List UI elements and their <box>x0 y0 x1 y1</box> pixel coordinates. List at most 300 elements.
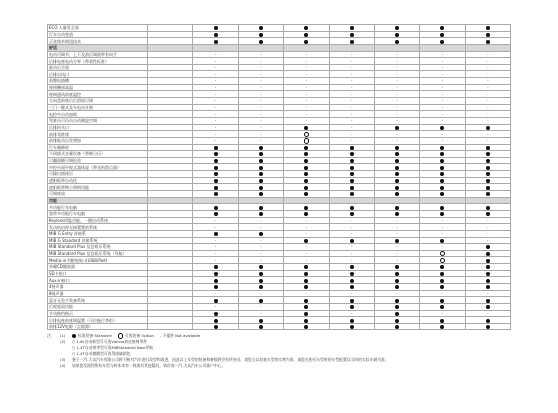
na-dash-icon: - <box>260 85 262 91</box>
standard-dot-icon <box>395 166 399 170</box>
feature-cell <box>374 144 419 151</box>
table-row <box>48 297 511 304</box>
feature-cell <box>193 58 238 65</box>
feature-cell <box>193 131 238 138</box>
feature-cell <box>238 230 283 237</box>
feature-cell <box>465 144 510 151</box>
feature-cell <box>148 84 193 91</box>
standard-dot-icon <box>440 126 444 130</box>
feature-cell <box>374 264 419 271</box>
feature-cell <box>193 297 238 304</box>
feature-cell <box>284 131 329 138</box>
feature-cell <box>420 144 465 151</box>
na-dash-icon: - <box>260 71 262 77</box>
feature-cell <box>284 157 329 164</box>
feature-cell <box>420 91 465 98</box>
feature-cell <box>420 64 465 71</box>
feature-cell <box>148 91 193 98</box>
na-dash-icon: - <box>396 224 398 230</box>
standard-dot-icon <box>259 192 263 196</box>
feature-cell <box>148 257 193 264</box>
feature-cell <box>465 84 510 91</box>
feature-cell <box>148 283 193 290</box>
feature-cell <box>193 71 238 78</box>
standard-dot-icon <box>214 279 218 283</box>
feature-cell <box>238 323 283 330</box>
na-dash-icon: - <box>487 231 489 237</box>
na-dash-icon: - <box>305 257 308 263</box>
standard-dot-icon <box>486 179 490 183</box>
standard-dot-icon <box>440 212 444 216</box>
na-dash-icon: - <box>396 78 398 84</box>
feature-cell <box>148 184 193 191</box>
legend-option: 可选装备 Option <box>118 333 154 339</box>
feature-cell <box>329 270 374 277</box>
feature-cell <box>148 297 193 304</box>
na-dash-icon: - <box>214 124 217 130</box>
na-dash-icon: - <box>350 78 353 84</box>
na-dash-icon: - <box>487 51 489 57</box>
feature-cell <box>193 317 238 324</box>
section-cell <box>238 197 283 204</box>
feature-cell <box>329 191 374 198</box>
na-dash-icon: - <box>214 91 217 97</box>
feature-cell <box>238 177 283 184</box>
feature-cell <box>148 237 193 244</box>
feature-cell <box>284 25 329 32</box>
feature-cell <box>148 137 193 144</box>
standard-dot-icon <box>259 325 263 329</box>
na-dash-icon: - <box>487 310 489 316</box>
feature-cell <box>465 237 510 244</box>
standard-dot-icon <box>350 146 354 150</box>
standard-dot-icon <box>395 239 399 243</box>
feature-cell <box>193 78 238 85</box>
standard-dot-icon <box>350 26 354 30</box>
feature-cell <box>238 31 283 38</box>
feature-cell <box>284 237 329 244</box>
standard-dot-icon <box>350 285 354 289</box>
standard-dot-icon <box>440 33 444 37</box>
na-dash-icon: - <box>441 290 444 296</box>
feature-cell <box>284 204 329 211</box>
na-dash-icon: - <box>214 51 217 57</box>
standard-dot-icon <box>214 186 218 190</box>
na-dash-icon: - <box>214 111 217 117</box>
na-dash-icon: - <box>396 91 398 97</box>
standard-dot-icon <box>440 325 444 329</box>
standard-dot-icon <box>304 206 308 210</box>
table-row <box>48 151 511 158</box>
feature-cell <box>374 84 419 91</box>
feature-cell <box>374 131 419 138</box>
feature-cell <box>465 91 510 98</box>
standard-dot-icon <box>304 239 308 243</box>
feature-cell <box>238 290 283 297</box>
standard-dot-icon <box>350 206 354 210</box>
standard-dot-icon <box>259 166 263 170</box>
na-dash-icon: - <box>441 58 444 64</box>
feature-label: 前覆电插槽 <box>48 78 148 85</box>
standard-dot-icon <box>214 299 218 303</box>
feature-cell <box>465 290 510 297</box>
table-row <box>48 264 511 271</box>
feature-cell <box>420 250 465 257</box>
standard-dot-icon <box>350 172 354 176</box>
feature-cell <box>329 217 374 224</box>
feature-cell <box>374 117 419 124</box>
standard-dot-icon <box>214 325 218 329</box>
standard-dot-icon <box>304 159 308 163</box>
feature-cell <box>329 204 374 211</box>
feature-cell <box>193 264 238 271</box>
feature-cell <box>374 25 419 32</box>
notes-list <box>47 339 527 369</box>
standard-dot-icon <box>395 279 399 283</box>
standard-dot-icon <box>395 319 399 323</box>
na-dash-icon: - <box>305 251 308 257</box>
feature-cell <box>420 157 465 164</box>
feature-cell <box>238 58 283 65</box>
feature-cell <box>193 237 238 244</box>
feature-cell <box>420 323 465 330</box>
feature-cell <box>238 237 283 244</box>
feature-cell <box>193 244 238 251</box>
feature-label: 后排电座前座调温置（可拉拖行李柜） <box>48 317 148 324</box>
note-text: 鉴于一汽-大众汽车有限公司将不断对汽车进行改型和改进，因此以上车型的装备和参数将会有所变动，请您当以其他车型的实物为准，请您在购买车型时的车型配置以当时的实际车辆为准。 <box>72 357 389 362</box>
standard-dot-icon <box>259 285 263 289</box>
standard-dot-icon <box>395 33 399 37</box>
feature-cell <box>374 78 419 85</box>
feature-cell <box>329 224 374 231</box>
feature-label: 4扬声器 <box>48 283 148 290</box>
na-dash-icon: - <box>260 111 262 117</box>
notes-key: 注： <box>47 333 55 338</box>
na-dash-icon: - <box>487 290 489 296</box>
na-dash-icon: - <box>260 304 262 310</box>
feature-cell <box>374 58 419 65</box>
feature-cell <box>148 290 193 297</box>
na-dash-icon: - <box>441 231 444 237</box>
na-dash-icon: - <box>305 91 308 97</box>
feature-cell <box>374 157 419 164</box>
feature-cell <box>420 25 465 32</box>
feature-cell <box>329 297 374 304</box>
standard-dot-icon <box>486 259 490 263</box>
na-dash-icon: - <box>396 251 398 257</box>
feature-cell <box>284 270 329 277</box>
feature-cell <box>193 111 238 118</box>
feature-cell <box>374 31 419 38</box>
na-dash-icon: - <box>487 237 489 243</box>
feature-label: 座椅通风前座温控 <box>48 91 148 98</box>
feature-cell <box>374 184 419 191</box>
na-dash-icon: - <box>350 257 353 263</box>
feature-label: 三门一键式及车电动开窗 <box>48 104 148 111</box>
standard-dot-icon <box>214 272 218 276</box>
standard-dot-icon <box>395 146 399 150</box>
feature-label: 后视轮雨功能 <box>48 303 148 310</box>
standard-dot-icon <box>440 172 444 176</box>
standard-dot-icon <box>486 305 490 309</box>
legend-na: - 不提供 Not available <box>159 333 201 338</box>
standard-dot-icon <box>304 186 308 190</box>
feature-cell <box>329 157 374 164</box>
feature-cell <box>193 137 238 144</box>
standard-dot-icon <box>304 265 308 269</box>
feature-cell <box>465 257 510 264</box>
feature-cell <box>284 257 329 264</box>
feature-cell <box>284 177 329 184</box>
feature-cell <box>420 124 465 131</box>
na-dash-icon: - <box>214 138 217 144</box>
table-row <box>48 91 511 98</box>
feature-cell <box>148 38 193 45</box>
standard-dot-icon <box>350 299 354 303</box>
feature-cell <box>329 151 374 158</box>
na-dash-icon: - <box>441 91 444 97</box>
standard-dot-icon <box>72 334 76 338</box>
feature-label: 前排驾推缘 <box>48 131 148 138</box>
feature-cell <box>284 317 329 324</box>
na-dash-icon: - <box>487 131 489 137</box>
feature-cell <box>193 210 238 217</box>
section-cell <box>284 197 329 204</box>
feature-label: 驾驶员可员员自动制温空调 <box>48 117 148 124</box>
na-dash-icon: - <box>396 257 398 263</box>
feature-cell <box>374 38 419 45</box>
feature-cell <box>284 78 329 85</box>
na-dash-icon: - <box>214 71 217 77</box>
standard-dot-icon <box>259 265 263 269</box>
feature-cell <box>374 51 419 58</box>
table-row <box>48 217 511 224</box>
feature-cell <box>148 64 193 71</box>
option-circle-icon <box>304 138 309 143</box>
feature-cell <box>374 310 419 317</box>
table-row <box>48 71 511 78</box>
na-dash-icon: - <box>350 124 353 130</box>
feature-cell <box>238 111 283 118</box>
feature-cell <box>148 230 193 237</box>
feature-label: 可操出插座层 <box>48 171 148 178</box>
feature-label: 8扬声器 <box>48 290 148 297</box>
note-row <box>47 363 527 369</box>
standard-dot-icon <box>259 272 263 276</box>
na-dash-icon: - <box>350 71 353 77</box>
standard-dot-icon <box>214 312 218 316</box>
feature-cell <box>193 51 238 58</box>
na-dash-icon: - <box>487 224 489 230</box>
na-dash-icon: - <box>487 118 489 124</box>
feature-cell <box>329 310 374 317</box>
feature-cell <box>148 78 193 85</box>
feature-cell <box>193 217 238 224</box>
feature-cell <box>465 210 510 217</box>
standard-dot-icon <box>486 146 490 150</box>
feature-cell <box>374 224 419 231</box>
feature-cell <box>238 270 283 277</box>
standard-dot-icon <box>395 179 399 183</box>
standard-dot-icon <box>259 232 263 236</box>
na-dash-icon: - <box>350 217 353 223</box>
standard-dot-icon <box>214 206 218 210</box>
standard-dot-icon <box>304 166 308 170</box>
standard-dot-icon <box>304 319 308 323</box>
feature-cell <box>465 157 510 164</box>
feature-cell <box>238 117 283 124</box>
feature-cell <box>465 164 510 171</box>
feature-cell <box>238 157 283 164</box>
feature-cell <box>329 303 374 310</box>
feature-cell <box>329 137 374 144</box>
section-cell <box>193 44 238 51</box>
table-row <box>48 131 511 138</box>
feature-cell <box>420 51 465 58</box>
feature-label: 重带多功能行车电脑 <box>48 210 148 217</box>
feature-cell <box>420 131 465 138</box>
feature-cell <box>374 210 419 217</box>
feature-cell <box>284 144 329 151</box>
table-row <box>48 191 511 198</box>
table-row <box>48 184 511 191</box>
feature-cell <box>420 244 465 251</box>
note-number: (3) <box>60 357 66 362</box>
na-dash-icon: - <box>487 217 489 223</box>
na-dash-icon: - <box>441 224 444 230</box>
standard-dot-icon <box>214 146 218 150</box>
standard-dot-icon <box>440 265 444 269</box>
feature-cell <box>420 104 465 111</box>
feature-cell <box>420 210 465 217</box>
feature-label: Media-in手握快接口(USB/iPod) <box>48 257 148 264</box>
feature-cell <box>374 323 419 330</box>
feature-cell <box>465 297 510 304</box>
feature-cell <box>148 117 193 124</box>
feature-cell <box>465 31 510 38</box>
standard-dot-icon <box>304 212 308 216</box>
feature-cell <box>374 71 419 78</box>
feature-cell <box>329 104 374 111</box>
na-dash-icon: - <box>350 85 353 91</box>
standard-dot-icon <box>214 40 218 44</box>
na-dash-icon: - <box>350 98 353 104</box>
na-dash-icon: - <box>350 224 353 230</box>
feature-cell <box>329 131 374 138</box>
feature-cell <box>329 164 374 171</box>
feature-cell <box>465 204 510 211</box>
feature-cell <box>420 283 465 290</box>
feature-cell <box>329 25 374 32</box>
na-dash-icon: - <box>260 310 262 316</box>
note-text: ○ 1.6L自动新型号可选Vienna真皮座椅用件 <box>72 339 148 344</box>
feature-cell <box>193 31 238 38</box>
feature-cell <box>374 64 419 71</box>
feature-cell <box>284 91 329 98</box>
feature-cell <box>238 317 283 324</box>
table-row <box>48 84 511 91</box>
feature-label: 后排电座电动方率（带柔性标准） <box>48 58 148 65</box>
feature-label: 方向盘前座后后滑面可调 <box>48 98 148 105</box>
na-dash-icon: - <box>305 290 308 296</box>
feature-cell <box>238 71 283 78</box>
table-row <box>48 58 511 65</box>
feature-cell <box>238 78 283 85</box>
na-dash-icon: - <box>441 111 444 117</box>
feature-label: 中控台面中视式器体显（带光机重点器） <box>48 164 148 171</box>
feature-cell <box>193 191 238 198</box>
standard-dot-icon <box>440 299 444 303</box>
feature-cell <box>193 224 238 231</box>
section-cell <box>374 197 419 204</box>
feature-cell <box>465 71 510 78</box>
table-row <box>48 210 511 217</box>
feature-cell <box>238 244 283 251</box>
standard-dot-icon <box>214 232 218 236</box>
feature-label: 电控中自动加锁 <box>48 111 148 118</box>
feature-cell <box>148 171 193 178</box>
standard-dot-icon <box>440 239 444 243</box>
feature-cell <box>465 98 510 105</box>
feature-cell <box>148 191 193 198</box>
standard-dot-icon <box>259 279 263 283</box>
na-dash-icon: - <box>214 304 217 310</box>
feature-cell <box>238 297 283 304</box>
feature-cell <box>465 151 510 158</box>
feature-label: MIB G Entry 音箱系 <box>48 230 148 237</box>
feature-cell <box>329 71 374 78</box>
feature-cell <box>284 290 329 297</box>
na-dash-icon: - <box>350 65 353 71</box>
feature-cell <box>329 78 374 85</box>
feature-cell <box>329 323 374 330</box>
feature-cell <box>148 104 193 111</box>
standard-dot-icon <box>259 319 263 323</box>
feature-cell <box>329 124 374 131</box>
standard-dot-icon <box>486 192 490 196</box>
feature-cell <box>465 264 510 271</box>
feature-cell <box>238 171 283 178</box>
na-dash-icon: - <box>214 257 217 263</box>
standard-dot-icon <box>304 285 308 289</box>
standard-dot-icon <box>350 212 354 216</box>
feature-cell <box>238 191 283 198</box>
feature-cell <box>465 78 510 85</box>
feature-cell <box>465 250 510 257</box>
standard-dot-icon <box>486 245 490 249</box>
feature-cell <box>420 303 465 310</box>
feature-cell <box>420 264 465 271</box>
na-dash-icon: - <box>350 131 353 137</box>
na-dash-icon: - <box>487 98 489 104</box>
na-dash-icon: - <box>350 310 353 316</box>
feature-cell <box>238 91 283 98</box>
na-dash-icon: - <box>305 85 308 91</box>
feature-cell <box>329 31 374 38</box>
section-cell <box>374 44 419 51</box>
feature-cell <box>148 270 193 277</box>
feature-cell <box>374 277 419 284</box>
feature-cell <box>329 51 374 58</box>
feature-cell <box>329 257 374 264</box>
feature-cell <box>420 177 465 184</box>
feature-cell <box>148 264 193 271</box>
feature-cell <box>465 51 510 58</box>
standard-dot-icon <box>304 179 308 183</box>
feature-label: 遮阳板带自动化 <box>48 177 148 184</box>
na-dash-icon: - <box>487 105 489 110</box>
na-dash-icon: - <box>214 105 217 110</box>
